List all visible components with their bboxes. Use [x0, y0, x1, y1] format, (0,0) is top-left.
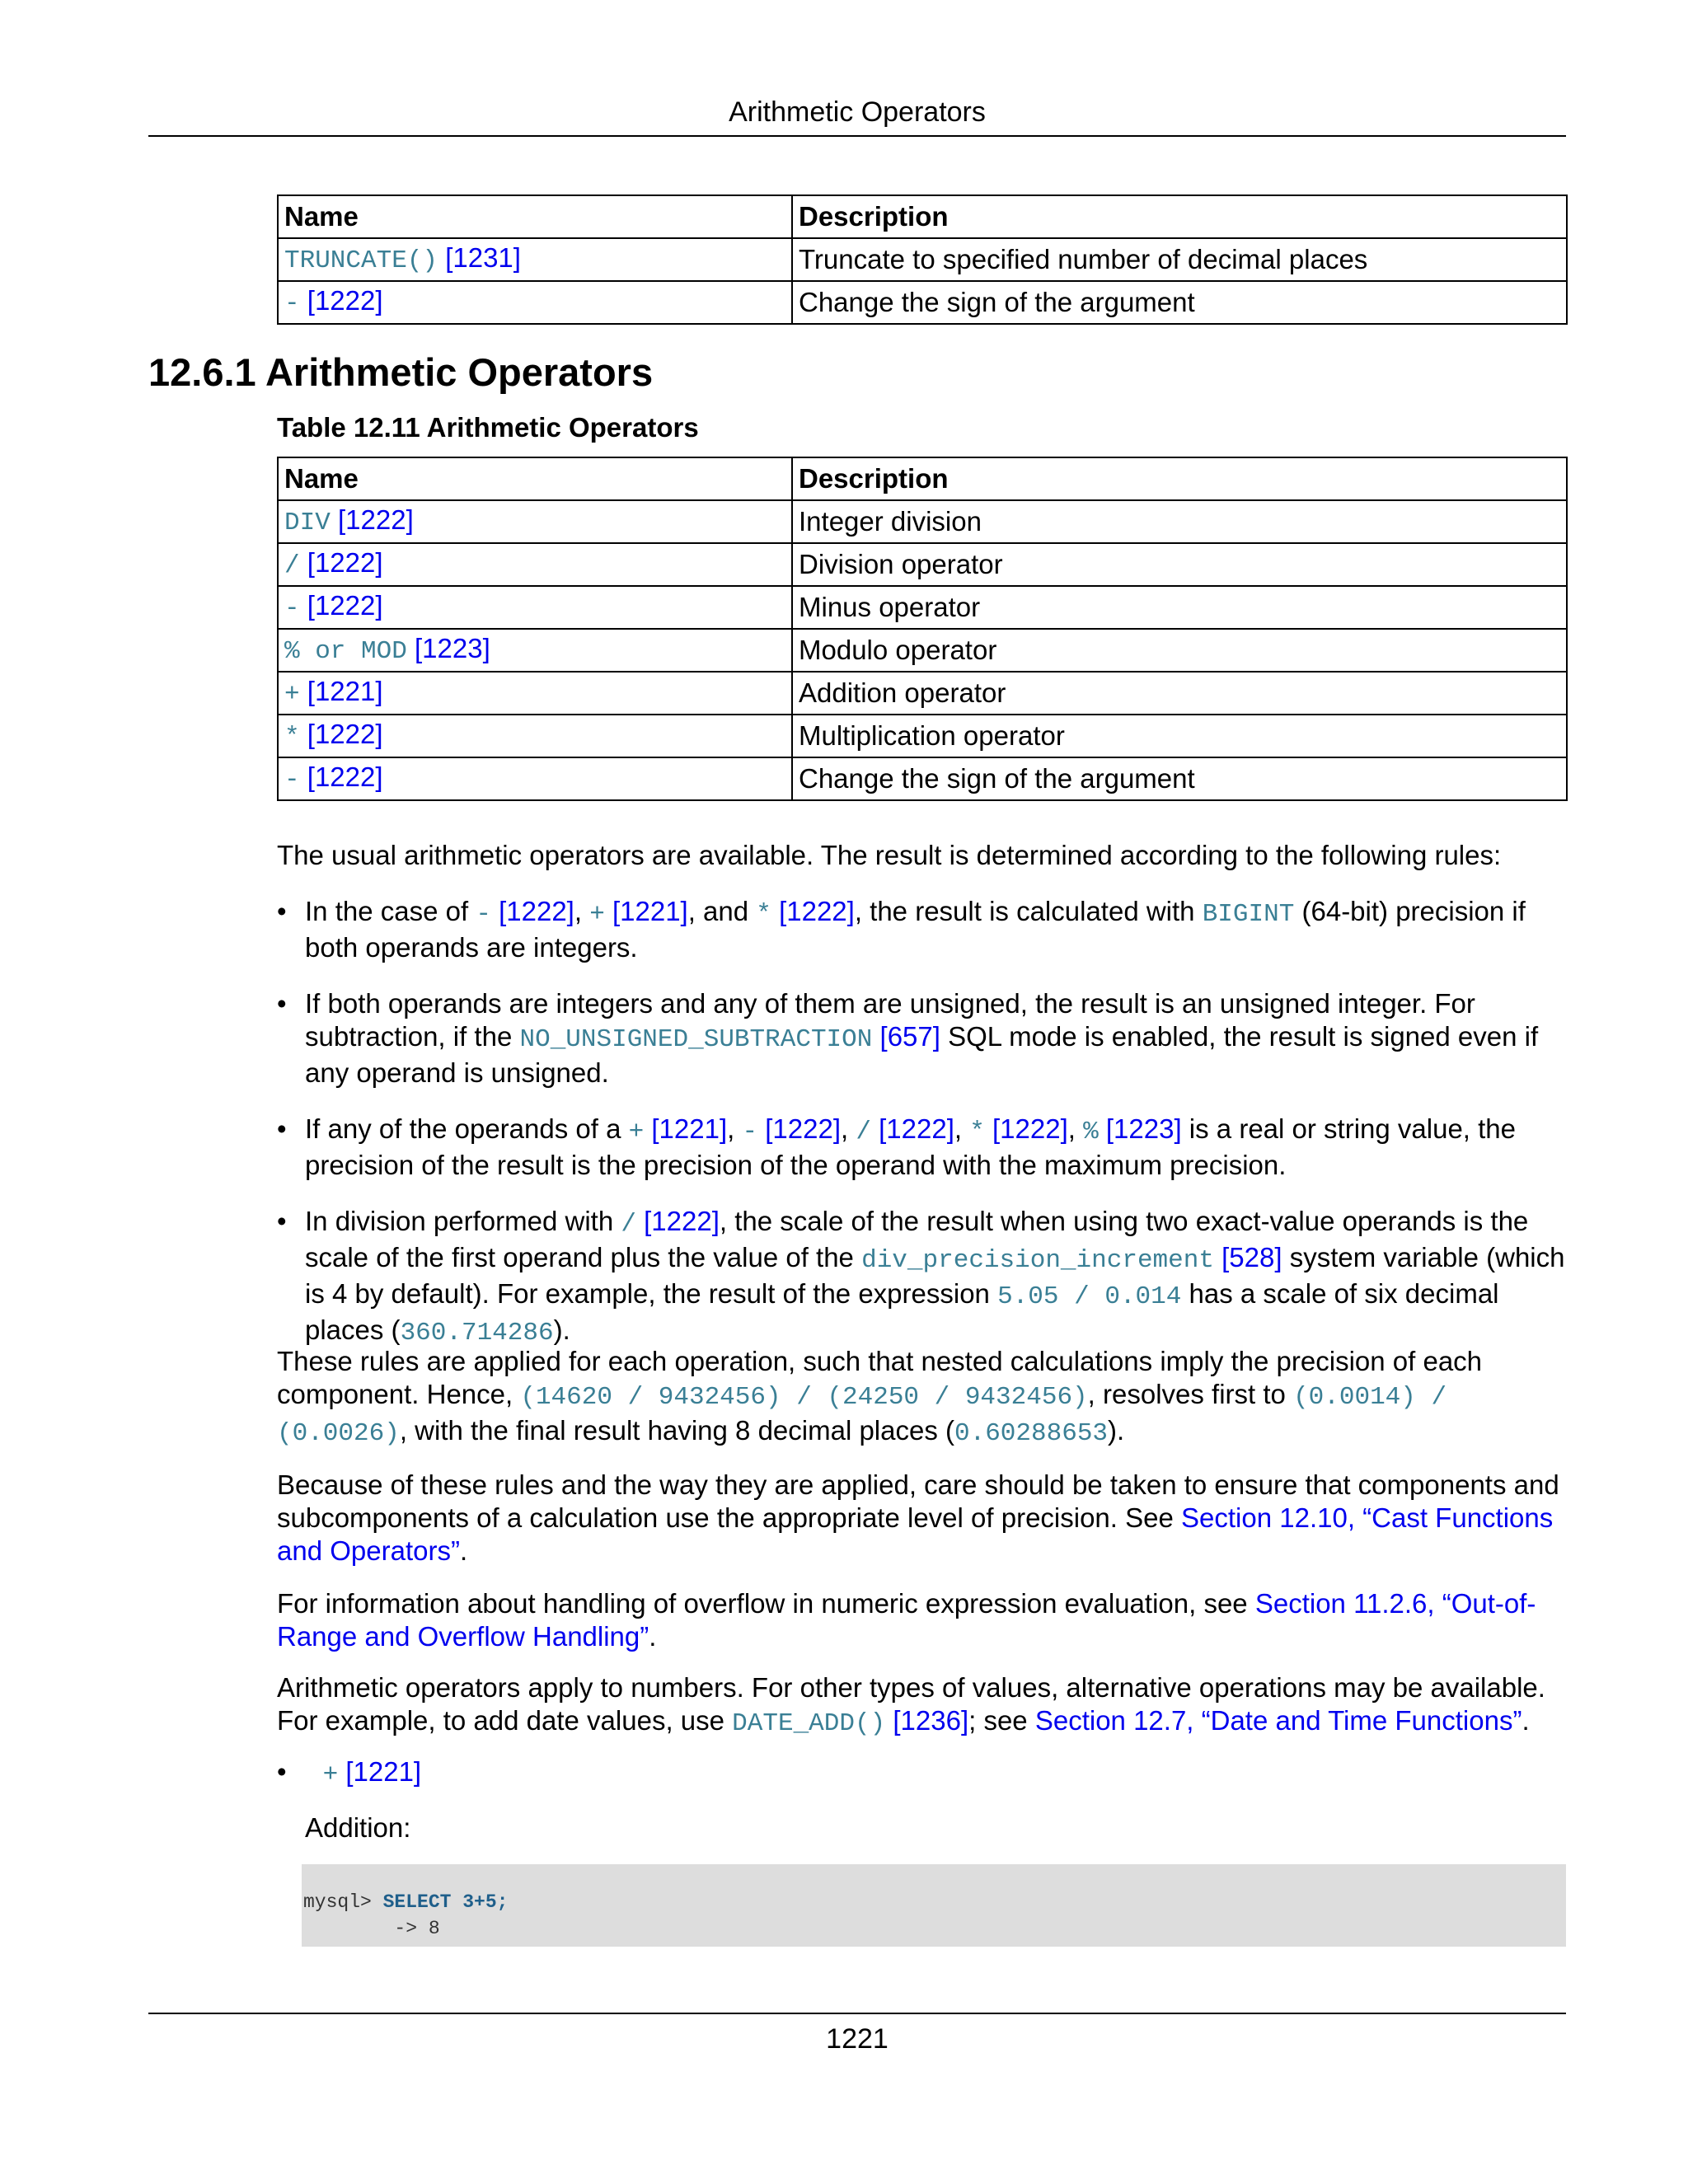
operator-description: Modulo operator — [792, 629, 1567, 672]
page-header: Arithmetic Operators — [729, 96, 986, 128]
arithmetic-operators-table — [277, 457, 1568, 801]
operator-code: TRUNCATE() — [284, 246, 438, 275]
bullet: • — [277, 1756, 287, 1787]
operator-code: - — [284, 289, 300, 318]
operator-name-cell — [278, 629, 792, 672]
operator-description: Multiplication operator — [792, 715, 1567, 757]
table-row — [278, 500, 1567, 543]
operator-name-cell — [278, 757, 792, 800]
table-row — [278, 672, 1567, 715]
table-row — [278, 586, 1567, 629]
column-header-name: Name — [278, 195, 792, 238]
page-reference-link[interactable]: [1221] — [345, 1756, 422, 1787]
date-values-paragraph: Arithmetic operators apply to numbers. For other types of values, alternative operations may be available. For example, to add date values, use DATE_ADD() [1236]; see Section 12.7, “Date and Time Functions”. — [277, 1672, 1545, 1738]
page-number: 1221 — [826, 2023, 889, 2055]
operator-code: DIV — [284, 509, 331, 537]
table-caption: Table 12.11 Arithmetic Operators — [277, 412, 699, 443]
operator-description: Division operator — [792, 543, 1567, 586]
page-reference-link[interactable]: [528] — [1221, 1242, 1282, 1272]
date-time-functions-link[interactable]: Section 12.7, “Date and Time Functions” — [1034, 1705, 1522, 1736]
operator-code: * — [284, 723, 300, 752]
page-reference-link[interactable]: [1231] — [445, 242, 521, 273]
operator-code: / — [284, 551, 300, 580]
page-reference-link[interactable]: [1221] — [651, 1113, 728, 1144]
page-reference-link[interactable]: [1222] — [307, 285, 383, 316]
operator-name-cell — [278, 281, 792, 324]
operator-name-cell — [278, 500, 792, 543]
page-reference-link[interactable]: [1221] — [307, 676, 383, 706]
list-item: • If both operands are integers and any of them are unsigned, the result is an unsigned integer. For subtraction, if the NO_UNSIGNED_SUBTRACTION [657] SQL mode is enabled, the result is signed even if any operand is unsigned. — [277, 987, 1566, 1090]
section-heading: 12.6.1 Arithmetic Operators — [148, 350, 654, 394]
operator-description: Integer division — [792, 500, 1567, 543]
table-row — [278, 238, 1567, 281]
page-reference-link[interactable]: [1222] — [307, 547, 383, 578]
arithmetic-operators-table-container — [277, 410, 1566, 801]
header-divider — [148, 135, 1566, 137]
list-item: • If any of the operands of a + [1221], - [1222], / [1222], * [1222], % [1223] is a real or string value, the precision of the result is the precision of the operand with the maximum precision. — [277, 1113, 1566, 1182]
operator-description: Truncate to specified number of decimal places — [792, 238, 1567, 281]
page-reference-link[interactable]: [1222] — [337, 504, 414, 535]
cast-functions-link[interactable]: Section 12.10, “Cast Functions and Operators” — [277, 1502, 1554, 1566]
operator-name-cell — [278, 586, 792, 629]
operator-name-cell — [278, 543, 792, 586]
top-operators-table — [277, 194, 1568, 325]
sql-statement: SELECT 3+5; — [382, 1891, 509, 1913]
top-operators-table-container — [277, 194, 1566, 325]
operator-name-cell — [278, 238, 792, 281]
operator-code: - — [284, 766, 300, 794]
page-reference-link[interactable]: [1222] — [779, 896, 855, 926]
table-row — [278, 543, 1567, 586]
table-row — [278, 715, 1567, 757]
precision-rules-list — [277, 895, 1566, 1350]
operator-description: Minus operator — [792, 586, 1567, 629]
overflow-paragraph: For information about handling of overflow in numeric expression evaluation, see Section 11.2.6, “Out-of-Range and Overflow Handling”. — [277, 1588, 1536, 1652]
page-reference-link[interactable]: [1222] — [307, 590, 383, 621]
operator-description: Change the sign of the argument — [792, 281, 1567, 324]
page-reference-link[interactable]: [1223] — [1105, 1113, 1182, 1144]
intro-paragraph: The usual arithmetic operators are available. The result is determined according to the following rules: — [277, 840, 1502, 870]
operator-description: Addition operator — [792, 672, 1567, 715]
page-reference-link[interactable]: [657] — [879, 1021, 940, 1052]
page-reference-link[interactable]: [1222] — [644, 1206, 720, 1236]
page-reference-link[interactable]: [1223] — [415, 633, 490, 663]
column-header-description: Description — [792, 195, 1567, 238]
page-reference-link[interactable]: [1221] — [612, 896, 688, 926]
page-reference-link[interactable]: [1236] — [893, 1705, 969, 1736]
operator-description: Change the sign of the argument — [792, 757, 1567, 800]
page-reference-link[interactable]: [1222] — [307, 719, 383, 749]
operator-name-cell — [278, 672, 792, 715]
table-row — [278, 629, 1567, 672]
operator-code: + — [322, 1760, 339, 1789]
page-reference-link[interactable]: [1222] — [765, 1113, 842, 1144]
page-reference-link[interactable]: [1222] — [879, 1113, 954, 1144]
addition-label: Addition: — [305, 1812, 411, 1843]
column-header-name: Name — [278, 457, 792, 500]
code-example: mysql> SELECT 3+5; -> 8 — [302, 1864, 1566, 1947]
operator-code: % or MOD — [284, 637, 407, 666]
operator-code: - — [284, 594, 300, 623]
footer-divider — [148, 2013, 1566, 2014]
overflow-handling-link[interactable]: Section 11.2.6, “Out-of-Range and Overflow Handling” — [277, 1588, 1536, 1652]
list-item: • In division performed with / [1222], the scale of the result when using two exact-value operands is the scale of the first operand plus the value of the div_precision_increment [528] system variable (which is 4 by default). For example, the result of the expression 5.05 / 0.014 has a scale of six decimal places (360.714286). — [277, 1205, 1566, 1350]
precision-advice-paragraph: Because of these rules and the way they are applied, care should be taken to ensure that components and subcomponents of a calculation use the appropriate level of precision. See Section 12.10, “Cast Functions and Operators”. — [277, 1469, 1559, 1566]
list-item: • In the case of - [1222], + [1221], and * [1222], the result is calculated with BIGINT (64-bit) precision if both operands are integers. — [277, 895, 1566, 964]
page-reference-link[interactable]: [1222] — [307, 762, 383, 792]
page-reference-link[interactable]: [1222] — [992, 1113, 1068, 1144]
addition-operator-item — [277, 1755, 1566, 1792]
code-result: -> 8 — [303, 1918, 440, 1939]
nested-precision-paragraph: These rules are applied for each operation, such that nested calculations imply the precision of each component. Hence, (14620 / 9432456) / (24250 / 9432456), resolves first to (0.0014) / (0.0026), with the final result having 8 decimal places (0.60288653). — [277, 1346, 1483, 1448]
page-reference-link[interactable]: [1222] — [499, 896, 574, 926]
operator-code: + — [284, 680, 300, 709]
column-header-description: Description — [792, 457, 1567, 500]
table-row — [278, 757, 1567, 800]
operator-name-cell — [278, 715, 792, 757]
table-row — [278, 281, 1567, 324]
